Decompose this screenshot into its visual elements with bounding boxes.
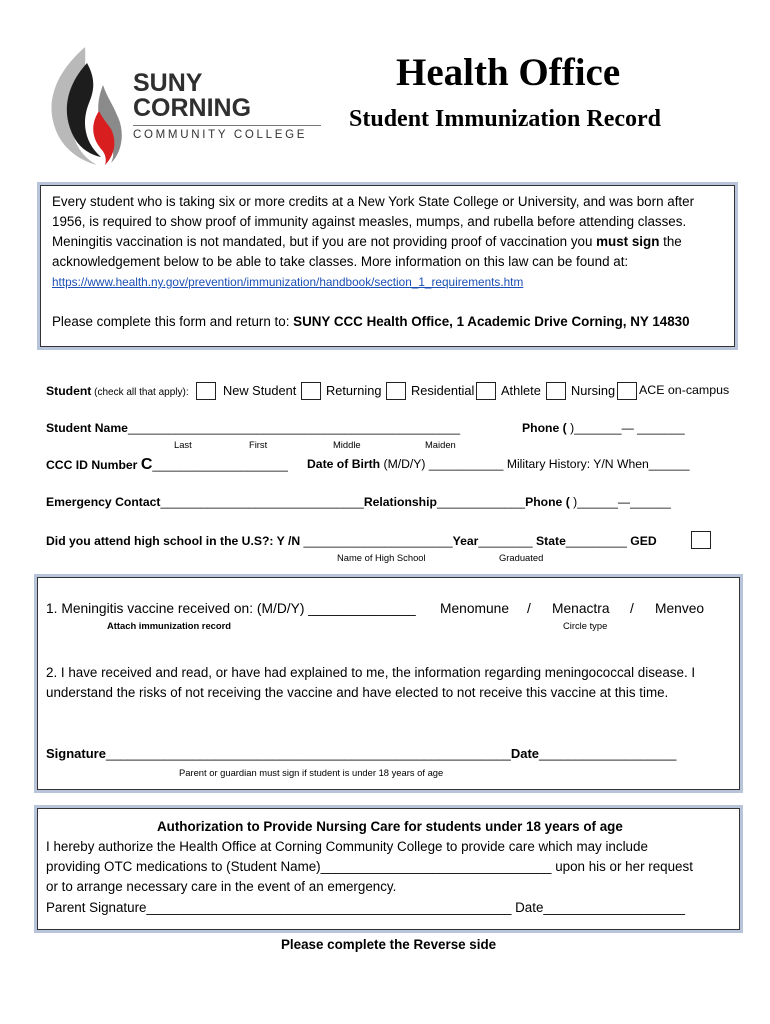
parent-signature-row[interactable]: Parent Signature_________________________________________________ Date___________________ <box>46 900 685 915</box>
signature-date-label: Date <box>510 746 540 761</box>
check-all-hint: (check all that apply): <box>91 387 189 398</box>
option-new-student: New Student <box>223 383 297 398</box>
dob-row <box>307 457 689 471</box>
intro-line-1: Every student who is taking six or more credits at a New York State College or University, and was born after <box>52 194 695 209</box>
checkbox-nursing[interactable] <box>546 382 566 400</box>
caption-maiden: Maiden <box>425 439 456 450</box>
emergency-row <box>46 495 671 509</box>
student-name-row <box>46 421 460 435</box>
ccc-id-row <box>46 456 288 474</box>
option-nursing: Nursing <box>571 383 616 398</box>
high-school-question: Did you attend high school in the U.S?: Y /N <box>46 534 304 548</box>
authorization-heading: Authorization to Provide Nursing Care for students under 18 years of age <box>157 819 623 834</box>
caption-parent-sign: Parent or guardian must sign if student is under 18 years of age <box>179 767 444 778</box>
student-label: Student <box>46 384 92 398</box>
authorization-line-3: or to arrange necessary care in the event of an emergency. <box>46 879 397 894</box>
return-instructions <box>52 312 690 333</box>
year-input[interactable]: ________ <box>478 534 537 548</box>
student-type-label <box>46 384 189 398</box>
phone2-label: Phone ( <box>525 495 570 509</box>
return-prefix: Please complete this form and return to: <box>52 314 294 329</box>
checkbox-ace-on-campus[interactable] <box>617 382 637 400</box>
emergency-label: Emergency Contact <box>46 495 161 509</box>
reverse-side-note: Please complete the Reverse side <box>281 937 497 952</box>
meningitis-date-item[interactable]: 1. Meningitis vaccine received on: (M/D/Y) ______________ <box>46 601 416 616</box>
law-info-link[interactable]: https://www.health.ny.gov/prevention/immunization/handbook/section_1_requirements.htm <box>52 275 524 289</box>
separator-1: / <box>527 601 531 616</box>
signature-input[interactable]: ________________________________________________________ <box>105 746 511 761</box>
authorization-line-2[interactable]: providing OTC medications to (Student Name)_______________________________ upon his or her request <box>46 859 693 874</box>
caption-first: First <box>249 439 268 450</box>
dob-input[interactable]: ___________ <box>428 457 504 471</box>
intro-line-2: 1956, is required to show proof of immunity against measles, mumps, and rubella before attending classes. <box>52 214 687 229</box>
dob-label: Date of Birth <box>307 457 381 471</box>
relationship-input[interactable]: _____________ <box>436 495 526 509</box>
checkbox-residential[interactable] <box>386 382 406 400</box>
caption-attach-record: Attach immunization record <box>107 620 231 631</box>
caption-circle-type: Circle type <box>563 620 608 631</box>
state-input[interactable]: _________ <box>565 534 631 548</box>
intro-line-4: acknowledgement below to be able to take classes. More information on this law can be found at: <box>52 254 629 269</box>
option-ace-on-campus: ACE on-campus <box>639 383 730 397</box>
intro-line-3-end: the <box>659 234 682 249</box>
flame-logo-icon <box>45 45 125 170</box>
intro-line-3-text: Meningitis vaccination is not mandated, but if you are not providing proof of vaccination you <box>52 234 597 249</box>
option-menomune[interactable]: Menomune <box>440 601 510 616</box>
college-logo <box>45 45 325 170</box>
phone-row <box>522 421 685 435</box>
authorization-line-1: I hereby authorize the Health Office at Corning Community College to provide care which may include <box>46 839 648 854</box>
page-title: Health Office <box>396 51 621 94</box>
high-school-row <box>46 534 657 548</box>
emergency-input[interactable]: ______________________________ <box>160 495 364 509</box>
option-athlete: Athlete <box>501 383 541 398</box>
phone-label: Phone ( <box>522 421 567 435</box>
option-menveo[interactable]: Menveo <box>655 601 705 616</box>
signature-date-input[interactable]: ___________________ <box>539 746 677 761</box>
option-menactra[interactable]: Menactra <box>552 601 610 616</box>
caption-middle: Middle <box>333 439 361 450</box>
student-name-label: Student Name <box>46 421 128 435</box>
ccc-id-label: CCC ID Number <box>46 458 141 472</box>
option-returning: Returning <box>326 383 382 398</box>
checkbox-ged[interactable] <box>691 531 711 549</box>
page-subtitle: Student Immunization Record <box>349 106 662 132</box>
logo-line-college: COMMUNITY COLLEGE <box>133 129 308 141</box>
student-name-input[interactable]: _________________________________________________ <box>127 421 461 435</box>
must-sign-emphasis: must sign <box>596 234 660 249</box>
signature-label: Signature <box>46 746 106 761</box>
ged-label: GED <box>630 534 657 548</box>
checkbox-returning[interactable] <box>301 382 321 400</box>
logo-divider <box>133 125 321 126</box>
decline-statement-2: understand the risks of not receiving the vaccine and have elected to not receive this vaccine at this time. <box>46 685 669 700</box>
option-residential: Residential <box>411 383 475 398</box>
caption-hs-name: Name of High School <box>337 552 426 563</box>
ccc-id-prefix: C <box>140 456 153 473</box>
logo-line-suny: SUNY <box>133 69 203 97</box>
intro-line-3 <box>52 232 682 253</box>
logo-line-corning: CORNING <box>133 94 252 122</box>
decline-statement-1: 2. I have received and read, or have had explained to me, the information regarding meningococcal disease. I <box>46 665 696 680</box>
return-address: SUNY CCC Health Office, 1 Academic Drive Corning, NY 14830 <box>293 314 690 329</box>
relationship-label: Relationship <box>363 495 437 509</box>
phone-input[interactable]: )_______— _______ <box>566 421 685 435</box>
state-label: State <box>536 534 566 548</box>
high-school-input[interactable]: ______________________ <box>303 534 453 548</box>
ccc-id-input[interactable]: ____________________ <box>152 458 288 472</box>
year-label: Year <box>452 534 479 548</box>
military-history[interactable]: Military History: Y/N When______ <box>503 457 690 471</box>
signature-row <box>46 746 676 761</box>
caption-graduated: Graduated <box>499 552 544 563</box>
checkbox-athlete[interactable] <box>476 382 496 400</box>
caption-last: Last <box>174 439 192 450</box>
separator-2: / <box>630 601 634 616</box>
phone2-input[interactable]: )______—______ <box>569 495 671 509</box>
checkbox-new-student[interactable] <box>196 382 216 400</box>
dob-format: (M/D/Y) <box>380 457 429 471</box>
